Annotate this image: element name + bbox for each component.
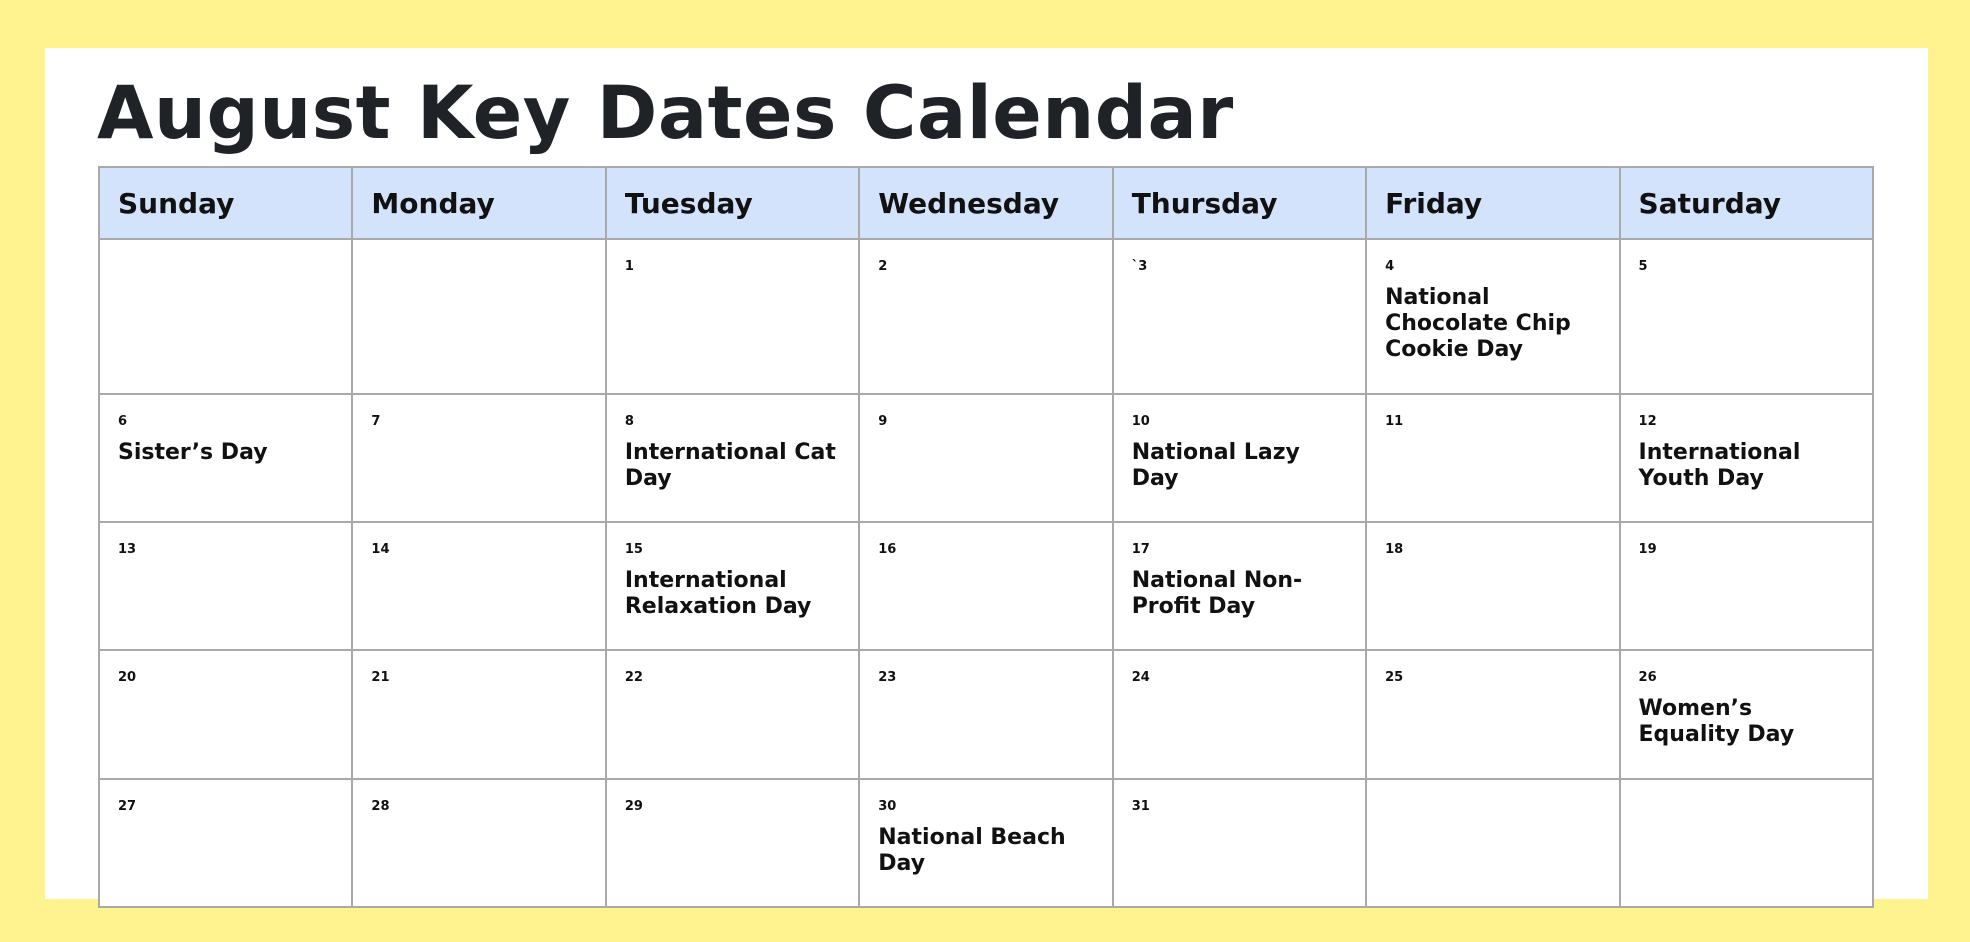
day-number: 9 (878, 413, 888, 429)
calendar-day-cell (606, 650, 859, 778)
calendar-day-cell (1113, 394, 1366, 522)
calendar-day-cell (1620, 650, 1873, 778)
day-number: 5 (1638, 259, 1648, 274)
day-number: 19 (1638, 542, 1657, 558)
day-number: 26 (1638, 670, 1657, 686)
calendar-day-cell (1620, 779, 1873, 907)
calendar-day-cell (99, 650, 352, 778)
day-number: 18 (1385, 542, 1404, 558)
calendar-day-cell (1620, 522, 1873, 650)
day-number: 10 (1131, 413, 1150, 429)
day-number: 11 (1385, 413, 1404, 429)
day-number: 29 (624, 798, 643, 814)
calendar-day-cell (99, 239, 352, 394)
calendar-day-cell (352, 239, 605, 394)
event-label: International Relaxation Day (624, 568, 812, 620)
calendar-week-row (99, 394, 1873, 522)
weekday-header-friday: Friday (1366, 167, 1619, 239)
calendar-day-cell (352, 650, 605, 778)
calendar-day-cell (859, 522, 1112, 650)
day-number: 14 (371, 542, 390, 558)
day-number: 13 (118, 542, 137, 558)
calendar-day-cell (1113, 239, 1366, 394)
calendar-day-cell (99, 522, 352, 650)
day-number: 30 (878, 798, 897, 814)
page-title: August Key Dates Calendar (97, 71, 1234, 156)
day-number: 2 (878, 259, 888, 274)
day-number: 21 (371, 670, 390, 686)
weekday-header-sunday: Sunday (99, 167, 352, 239)
event-label: National Lazy Day (1131, 439, 1300, 491)
calendar-day-cell (606, 239, 859, 394)
day-number: 17 (1131, 542, 1150, 558)
day-number: 16 (878, 542, 897, 558)
calendar-day-cell (859, 650, 1112, 778)
day-number: 12 (1638, 413, 1657, 429)
day-number (1385, 800, 1600, 813)
calendar-day-cell (606, 779, 859, 907)
day-number: 24 (1131, 670, 1150, 686)
day-number: 1 (624, 259, 634, 274)
day-number (1639, 800, 1854, 813)
calendar-day-cell (859, 394, 1112, 522)
day-number (371, 260, 586, 273)
day-number: 20 (118, 670, 137, 686)
day-number: 7 (371, 413, 381, 429)
day-number: 23 (878, 670, 897, 686)
weekday-header-tuesday: Tuesday (606, 167, 859, 239)
day-number: 6 (118, 413, 128, 429)
calendar-day-cell (1113, 779, 1366, 907)
calendar-day-cell (1366, 394, 1619, 522)
calendar-day-cell (1366, 650, 1619, 778)
day-number (118, 260, 333, 273)
calendar-day-cell (859, 779, 1112, 907)
day-number: 27 (118, 798, 137, 814)
calendar-grid (98, 166, 1874, 908)
calendar-day-cell (352, 394, 605, 522)
event-label: Sister’s Day (118, 439, 268, 465)
calendar-day-cell (606, 522, 859, 650)
weekday-header-thursday: Thursday (1113, 167, 1366, 239)
weekday-header-monday: Monday (352, 167, 605, 239)
calendar-day-cell (859, 239, 1112, 394)
event-label: National Beach Day (878, 824, 1066, 876)
day-number: 31 (1131, 798, 1150, 814)
calendar-day-cell (1113, 650, 1366, 778)
calendar-week-row (99, 522, 1873, 650)
calendar-week-row (99, 239, 1873, 394)
day-number: 22 (624, 670, 643, 686)
day-number: 8 (624, 413, 634, 429)
event-label: International Youth Day (1638, 439, 1801, 491)
day-number: 25 (1385, 670, 1404, 686)
event-label: National Chocolate Chip Cookie Day (1385, 285, 1571, 362)
day-number: `3 (1131, 259, 1148, 274)
calendar-card (45, 48, 1928, 899)
calendar-week-row (99, 650, 1873, 778)
calendar-week-row (99, 779, 1873, 907)
calendar-day-cell (1113, 522, 1366, 650)
day-number: 15 (624, 542, 643, 558)
calendar-day-cell (99, 779, 352, 907)
calendar-day-cell (99, 394, 352, 522)
weekday-header-saturday: Saturday (1620, 167, 1873, 239)
day-number: 28 (371, 798, 390, 814)
calendar-day-cell (352, 522, 605, 650)
day-number: 4 (1385, 259, 1395, 274)
weekday-header-wednesday: Wednesday (859, 167, 1112, 239)
weekday-header-row (99, 167, 1873, 239)
calendar-day-cell (1366, 779, 1619, 907)
calendar-day-cell (1366, 239, 1619, 394)
event-label: International Cat Day (624, 439, 836, 491)
event-label: Women’s Equality Day (1638, 696, 1795, 748)
calendar-day-cell (606, 394, 859, 522)
calendar-day-cell (352, 779, 605, 907)
event-label: National Non-Profit Day (1131, 568, 1303, 620)
calendar-day-cell (1620, 394, 1873, 522)
calendar-day-cell (1620, 239, 1873, 394)
calendar-day-cell (1366, 522, 1619, 650)
